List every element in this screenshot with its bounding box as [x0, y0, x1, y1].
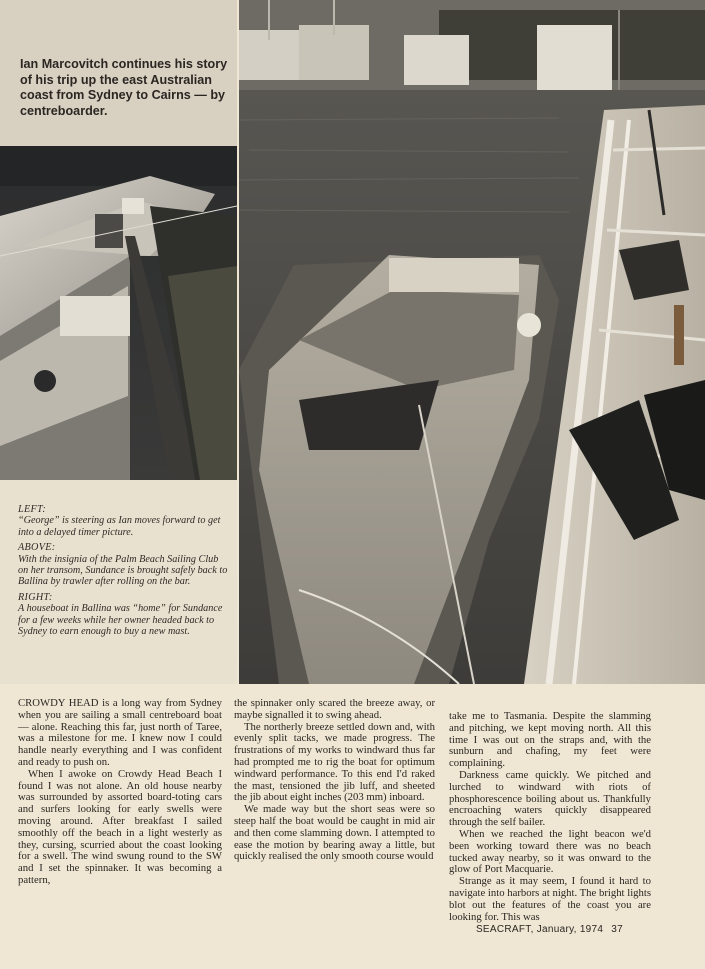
publication-line: SEACRAFT, January, 1974 — [475, 924, 604, 935]
article-paragraph: the spinnaker only scared the breeze away, or maybe signalled it to swing ahead. — [234, 697, 435, 721]
article-column-1 — [18, 698, 222, 887]
article-paragraph: Darkness came quickly. We pitched and lurched to windward with riots of phosphorescence boiling about us. Thankfully encroaching waters quickly disappeared through the self bailer. — [449, 768, 651, 829]
caption-above-heading: ABOVE: — [18, 542, 56, 554]
article-paragraph: The northerly breeze settled down and, with evenly split tacks, we made progress. The frustrations of my works to windward thus far had prompted me to rig the boat for optimum windward performance. To this end I'd raked the mast, tensioned the jib luff, and sheeted the jib about eight inches (203 mm) inboard. — [234, 720, 435, 804]
article-paragraph: CROWDY HEAD is a long way from Sydney when you are sailing a small centreboard boat — alone. Reaching this far, just north of Taree, was a milestone for me. I knew now I could handle nearly everything and I was confident and ready to push on. — [18, 697, 222, 768]
caption-above-body: With the insignia of the Palm Beach Sailing Club on her transom, Sundance is brought safely back to Ballina by trawler after rolling on the bar. — [18, 553, 228, 588]
article-paragraph: When I awoke on Crowdy Head Beach I found I was not alone. An old house nearby was surrounded by assorted board-toting cars and surfers looking for early swells were moving around. After breakfast I sailed smoothly off the beach in a light westerly as they, cursing, scurried about the coast looking for a swell. The wind swung round to the SW and I set the spinnaker. It was becoming a pattern, — [18, 767, 222, 886]
intro-text: Ian Marcovitch continues his story of his trip up the east Australian coast from Sydney to Cairns — by centreboarder. — [20, 57, 228, 118]
photo-captions — [18, 500, 231, 637]
intro-box — [0, 0, 237, 146]
article-column-3 — [449, 711, 651, 923]
caption-right-body: A houseboat in Ballina was “home” for Sundance for a few weeks while her owner headed back to Sydney to earn enough to buy a new mast. — [18, 603, 223, 638]
caption-right-heading: RIGHT: — [18, 591, 53, 603]
article-paragraph: Strange as it may seem, I found it hard to navigate into harbors at night. The bright lights blot out the features of the coast you are looking for. This was — [449, 875, 651, 923]
caption-left-heading: LEFT: — [18, 504, 47, 515]
article-paragraph: We made way but the short seas were so steep half the boat would be caught in mid air and then come slamming down. I attempted to ease the motion by bearing away a little, but quickly realised the only smooth course would — [234, 803, 435, 863]
caption-left-body: “George” is steering as Ian moves forward to get into a delayed timer picture. — [18, 515, 221, 538]
photo-sundance-at-houseboat — [239, 0, 705, 684]
article-paragraph: When we reached the light beacon we'd been working toward there was no beach tucked away nearby, so it was onward to the glow of Port Macquarie. — [449, 827, 651, 876]
page-footer — [468, 924, 623, 935]
article-paragraph: take me to Tasmania. Despite the slamming and pitching, we kept moving north. All this time I was out on the straps and, with the sunburn and chafing, my feet were complaining. — [449, 710, 651, 770]
page-number: 37 — [611, 924, 623, 935]
photo-centreboarder-cockpit — [0, 146, 237, 480]
article-column-2 — [234, 698, 435, 863]
